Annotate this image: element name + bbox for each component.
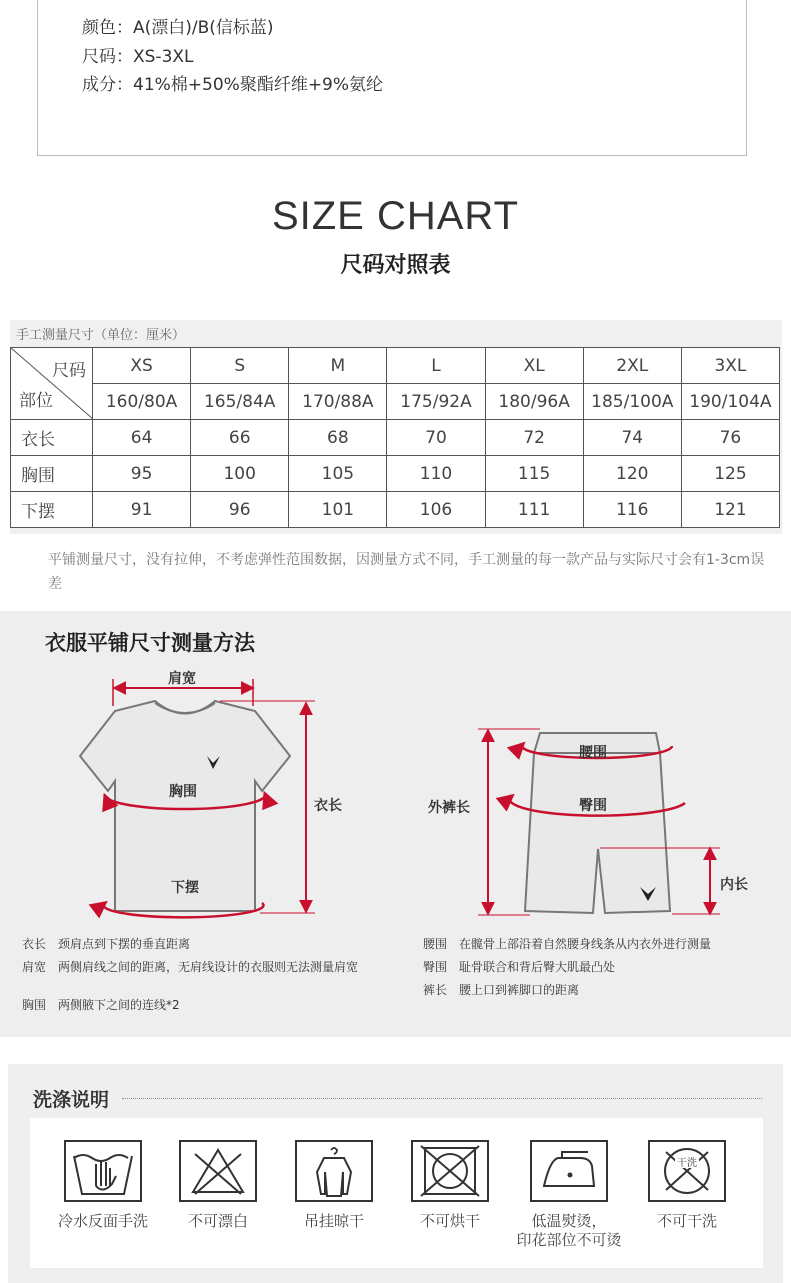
care-label-no-dry-clean: 不可干洗 <box>656 1212 717 1230</box>
desc-hip: 臀围 耻骨联合和背后臀大肌最凸处 <box>423 960 616 974</box>
size-header: 3XL <box>681 348 779 384</box>
value-cell: 96 <box>191 492 289 528</box>
desc-waist: 腰围 在髋骨上部沿着自然腰身线条从内衣外进行测量 <box>423 937 712 951</box>
desc-chest: 胸围 两侧腋下之间的连线*2 <box>22 998 180 1012</box>
size-chart-title: SIZE CHART <box>271 194 520 238</box>
care-label-no-tumble-dry: 不可烘干 <box>419 1212 480 1230</box>
value-cell: 116 <box>583 492 681 528</box>
wash-title: 洗涤说明 <box>33 1089 110 1111</box>
value-cell: 105 <box>289 456 387 492</box>
value-cell: 64 <box>93 420 191 456</box>
fit-cell: 175/92A <box>387 384 485 420</box>
row-label: 衣长 <box>11 420 93 456</box>
size-header: L <box>387 348 485 384</box>
corner-top-label: 尺码 <box>52 361 86 381</box>
desc-shoulder: 肩宽 两侧肩线之间的距离，无肩线设计的衣服则无法测量肩宽 <box>22 960 359 974</box>
size-header: XS <box>93 348 191 384</box>
value-cell: 95 <box>93 456 191 492</box>
value-cell: 74 <box>583 420 681 456</box>
care-label-no-bleach: 不可漂白 <box>187 1212 248 1230</box>
measure-title: 衣服平铺尺寸测量方法 <box>45 631 255 655</box>
care-label-hang-dry: 吊挂晾干 <box>303 1212 364 1230</box>
table-row <box>11 420 780 456</box>
no-dry-clean-icon <box>648 1140 726 1202</box>
size-header: 2XL <box>583 348 681 384</box>
care-label-low-iron: 低温熨烫， 印花部位不可烫 <box>516 1212 622 1249</box>
label-waist: 腰围 <box>579 745 607 761</box>
no-tumble-dry-icon <box>411 1140 489 1202</box>
label-hip: 臀围 <box>579 798 607 814</box>
label-outseam: 外裤长 <box>428 800 470 816</box>
value-cell: 76 <box>681 420 779 456</box>
row-label: 胸围 <box>11 456 93 492</box>
value-cell: 100 <box>191 456 289 492</box>
size-table-caption: 手工测量尺寸（单位：厘米） <box>16 328 186 343</box>
fit-cell: 160/80A <box>93 384 191 420</box>
measurement-note: 平铺测量尺寸，没有拉伸，不考虑弹性范围数据，因测量方式不同，手工测量的每一款产品与实际尺寸会有1-3cm误差 <box>48 552 765 592</box>
info-size-range: 尺码：XS-3XL <box>82 47 194 67</box>
info-composition: 成分：41%棉+50%聚酯纤维+9%氨纶 <box>82 75 384 95</box>
fit-cell: 185/100A <box>583 384 681 420</box>
value-cell: 125 <box>681 456 779 492</box>
size-header: XL <box>485 348 583 384</box>
row-label: 下摆 <box>11 492 93 528</box>
table-row <box>11 456 780 492</box>
label-shoulder: 肩宽 <box>168 671 196 687</box>
desc-outseam: 裤长 腰上口到裤脚口的距离 <box>423 983 580 997</box>
care-label-hand-wash: 冷水反面手洗 <box>57 1212 148 1230</box>
value-cell: 106 <box>387 492 485 528</box>
no-bleach-icon <box>179 1140 257 1202</box>
size-table <box>10 347 780 528</box>
size-header: S <box>191 348 289 384</box>
value-cell: 66 <box>191 420 289 456</box>
label-hem: 下摆 <box>171 880 199 896</box>
hang-dry-icon <box>295 1140 373 1202</box>
fit-cell: 170/88A <box>289 384 387 420</box>
wash-title-divider <box>122 1098 762 1099</box>
no-dry-clean-badge: 干洗 <box>677 1158 697 1169</box>
table-row <box>11 492 780 528</box>
label-chest: 胸围 <box>169 784 197 800</box>
measure-diagram <box>0 611 791 921</box>
value-cell: 70 <box>387 420 485 456</box>
value-cell: 121 <box>681 492 779 528</box>
hand-wash-icon <box>64 1140 142 1202</box>
size-chart-subtitle: 尺码对照表 <box>340 253 451 278</box>
desc-length: 衣长 颈肩点到下摆的垂直距离 <box>22 937 191 951</box>
value-cell: 115 <box>485 456 583 492</box>
value-cell: 101 <box>289 492 387 528</box>
size-header: M <box>289 348 387 384</box>
value-cell: 68 <box>289 420 387 456</box>
label-inseam: 内长 <box>720 877 748 893</box>
fit-cell: 165/84A <box>191 384 289 420</box>
value-cell: 120 <box>583 456 681 492</box>
value-cell: 111 <box>485 492 583 528</box>
table-corner-cell <box>11 348 93 420</box>
label-length: 衣长 <box>314 798 342 814</box>
value-cell: 72 <box>485 420 583 456</box>
info-color: 颜色：A(漂白)/B(信标蓝) <box>82 18 274 38</box>
value-cell: 110 <box>387 456 485 492</box>
corner-bottom-label: 部位 <box>19 391 53 411</box>
fit-cell: 190/104A <box>681 384 779 420</box>
fit-cell: 180/96A <box>485 384 583 420</box>
low-iron-icon <box>530 1140 608 1202</box>
value-cell: 91 <box>93 492 191 528</box>
